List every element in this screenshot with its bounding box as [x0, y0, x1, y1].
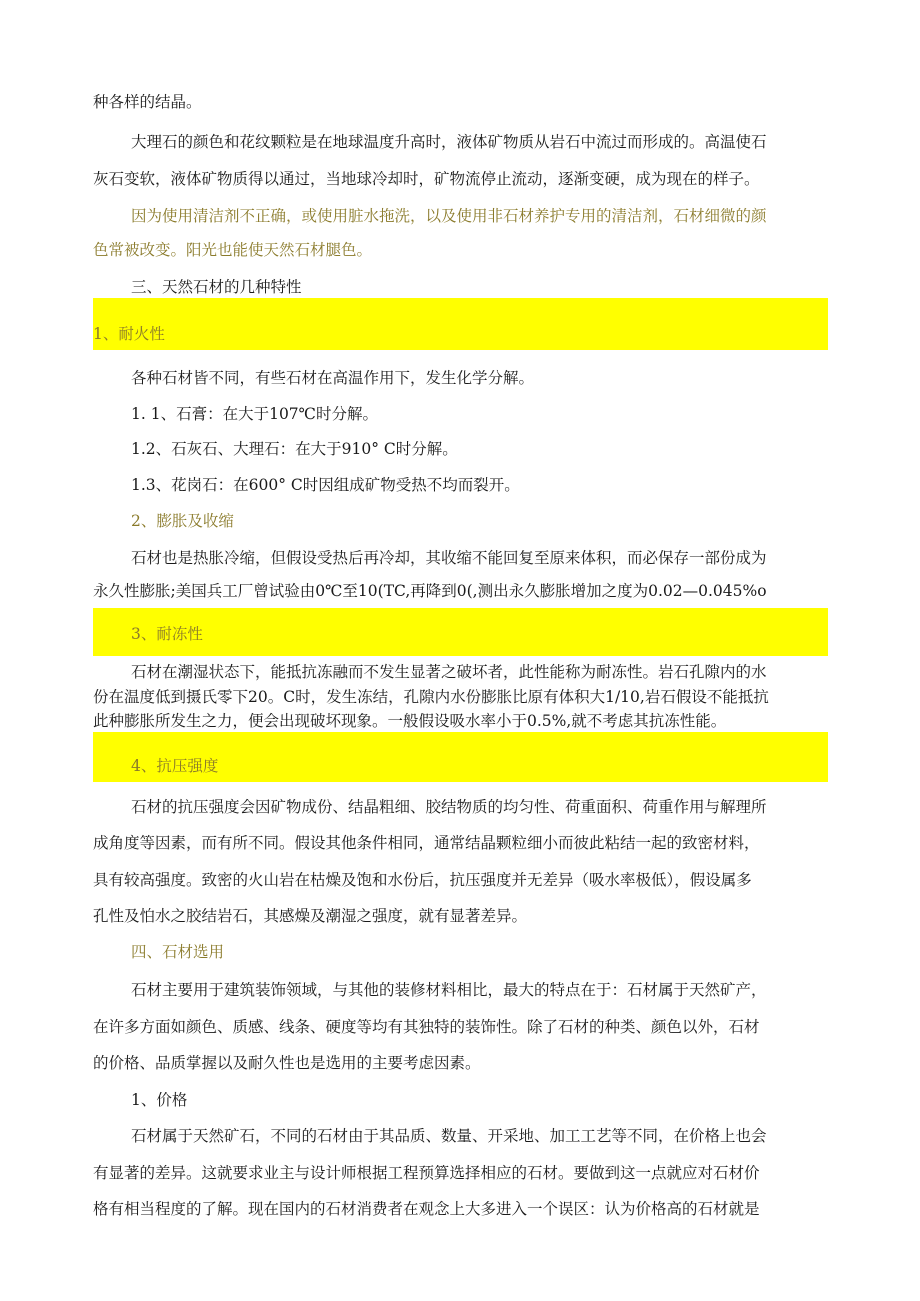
paragraph-line: 灰石变软，液体矿物质得以通过，当地球冷却时，矿物流停止流动，逐渐变硬，成为现在的样子。	[93, 170, 760, 188]
paragraph-line: 永久性膨胀;美国兵工厂曾试验由0℃至10(TC,再降到0(,测出永久膨胀增加之度为0.02—0.045%o	[93, 582, 767, 600]
paragraph-line: 石材的抗压强度会因矿物成份、结晶粗细、胶结物质的均匀性、荷重面积、荷重作用与解理所	[131, 798, 767, 816]
paragraph-line: 的价格、品质掌握以及耐久性也是选用的主要考虑因素。	[93, 1054, 481, 1072]
paragraph-line: 大理石的颜色和花纹颗粒是在地球温度升高时，液体矿物质从岩石中流过而形成的。高温使石	[131, 133, 767, 151]
list-item: 1. 1、石膏：在大于107℃时分解。	[131, 405, 379, 423]
paragraph-line: 色常被改变。阳光也能使天然石材腿色。	[93, 241, 373, 259]
subsection-heading: 2、膨胀及收缩	[131, 512, 234, 530]
paragraph-line: 此种膨胀所发生之力，便会出现破坏现象。一般假设吸水率小于0.5%,就不考虑其抗冻性能。	[93, 712, 727, 730]
paragraph-line: 因为使用清洁剂不正确，或使用脏水拖洗，以及使用非石材养护专用的清洁剂，石材细微的颜	[131, 207, 767, 225]
paragraph-line: 成角度等因素，而有所不同。假设其他条件相同，通常结晶颗粒细小而彼此粘结一起的致密材料，	[93, 834, 760, 852]
paragraph-line: 种各样的结晶。	[93, 93, 202, 111]
paragraph-line: 格有相当程度的了解。现在国内的石材消费者在观念上大多进入一个误区：认为价格高的石材就是	[93, 1200, 760, 1218]
paragraph-line: 石材主要用于建筑装饰领域，与其他的装修材料相比，最大的特点在于：石材属于天然矿产，	[131, 981, 767, 999]
section-heading: 四、石材选用	[131, 943, 225, 961]
paragraph-line: 石材也是热胀冷缩，但假设受热后再冷却，其收缩不能回复至原来体积，而必保存一部份成为	[131, 549, 767, 567]
subsection-heading: 4、抗压强度	[131, 757, 219, 775]
paragraph-line: 在许多方面如颜色、质感、线条、硬度等均有其独特的装饰性。除了石材的种类、颜色以外，石材	[93, 1018, 760, 1036]
paragraph-line: 有显著的差异。这就要求业主与设计师根据工程预算选择相应的石材。要做到这一点就应对石材价	[93, 1164, 760, 1182]
list-item: 1.2、石灰石、大理石：在大于910° C时分解。	[131, 440, 458, 458]
list-item: 1.3、花岗石：在600° C时因组成矿物受热不均而裂开。	[131, 476, 520, 494]
paragraph-line: 石材属于天然矿石，不同的石材由于其品质、数量、开采地、加工工艺等不同，在价格上也会	[131, 1127, 767, 1145]
paragraph-line: 份在温度低到摄氏零下20。C时，发生冻结，孔隙内水份膨胀比原有体积大1/10,岩石假设不能抵抗	[93, 688, 769, 706]
subsection-heading: 3、耐冻性	[131, 625, 203, 643]
paragraph-line: 石材在潮湿状态下，能抵抗冻融而不发生显著之破坏者，此性能称为耐冻性。岩石孔隙内的水	[131, 663, 767, 681]
subsection-heading: 1、价格	[131, 1091, 188, 1109]
paragraph-line: 孔性及怕水之胶结岩石，其感燥及潮湿之强度，就有显著差异。	[93, 907, 528, 925]
paragraph-line: 各种石材皆不同，有些石材在高温作用下，发生化学分解。	[131, 369, 535, 387]
paragraph-line: 具有较高强度。致密的火山岩在枯燥及饱和水份后，抗压强度并无差异（吸水率极低），假设属多	[93, 871, 752, 889]
subsection-heading: 1、耐火性	[93, 325, 165, 343]
section-heading: 三、天然石材的几种特性	[131, 278, 302, 296]
